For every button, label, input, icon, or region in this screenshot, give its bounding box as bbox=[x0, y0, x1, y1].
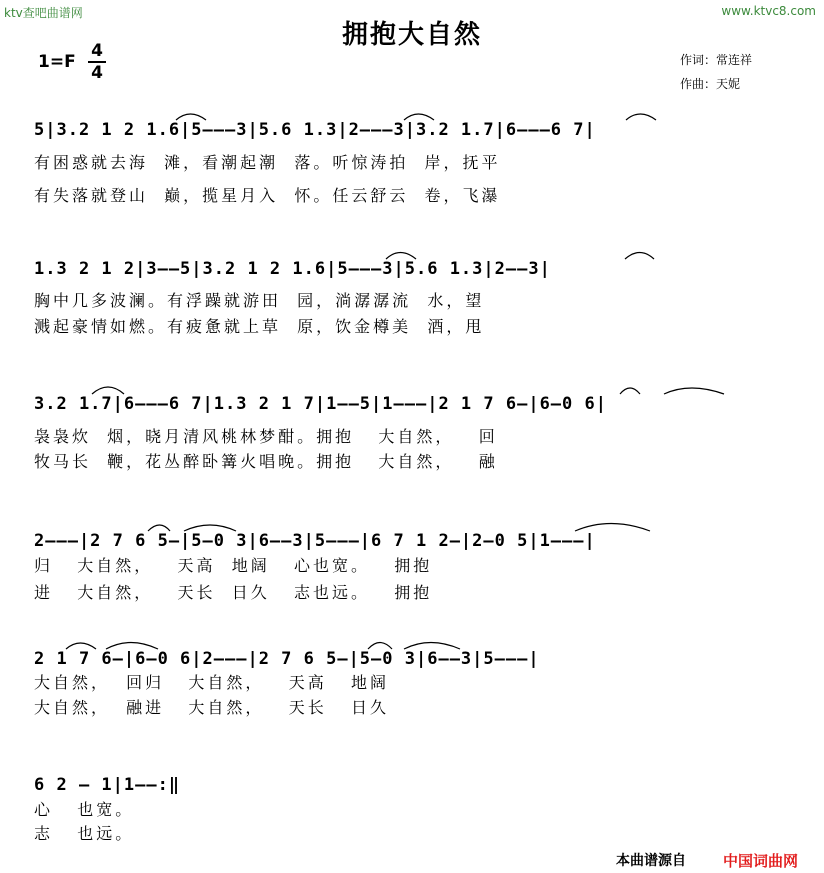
lyric-line-4-verse-1: 归 大自然， 天高 地阔 心也宽。 拥抱 bbox=[34, 556, 433, 575]
lyric-line-5-verse-2: 大自然， 融进 大自然， 天长 日久 bbox=[34, 698, 389, 717]
lyric-line-2-verse-1: 胸中几多波澜。有浮躁就游田 园，淌潺潺流 水，望 bbox=[34, 291, 485, 310]
slur-mark bbox=[92, 387, 124, 394]
lyric-line-1-verse-2: 有失落就登山 巅，揽星月入 怀。任云舒云 卷，飞瀑 bbox=[34, 186, 501, 205]
slur-mark bbox=[626, 114, 656, 120]
notation-line-3: 3.2 1.7|6———6 7|1.3 2 1 7|1——5|1———|2 1 7 6—|6—0 6| bbox=[34, 394, 607, 414]
lyric-line-5-verse-1: 大自然， 回归 大自然， 天高 地阔 bbox=[34, 673, 389, 692]
slur-mark bbox=[620, 388, 640, 394]
notation-line-2: 1.3 2 1 2|3——5|3.2 1 2 1.6|5———3|5.6 1.3|2——3| bbox=[34, 259, 551, 279]
lyric-line-6-verse-1: 心 也宽。 bbox=[34, 800, 135, 819]
time-signature-bottom: 4 bbox=[91, 63, 103, 83]
notation-line-5: 2 1 7 6—|6—0 6|2———|2 7 6 5—|5—0 3|6——3|5———| bbox=[34, 649, 540, 669]
lyricist: 作词：常连祥 bbox=[680, 53, 753, 67]
lyric-line-1-verse-1: 有困惑就去海 滩，看潮起潮 落。听惊涛拍 岸，抚平 bbox=[34, 153, 501, 172]
footer-site-link[interactable]: 中国词曲网 bbox=[723, 852, 799, 870]
time-signature-top: 4 bbox=[91, 41, 103, 61]
slur-mark bbox=[575, 524, 650, 532]
notation-line-6: 6 2 — 1|1——:‖ bbox=[34, 775, 181, 795]
lyric-line-2-verse-2: 溅起豪情如燃。有疲惫就上草 原，饮金樽美 酒，甩 bbox=[34, 317, 485, 336]
slur-mark bbox=[625, 253, 654, 260]
notation-line-4: 2———|2 7 6 5—|5—0 3|6——3|5———|6 7 1 2—|2—0 5|1———| bbox=[34, 531, 596, 551]
watermark-right: www.ktvc8.com bbox=[721, 4, 816, 18]
time-signature bbox=[88, 42, 106, 82]
composer: 作曲：天妮 bbox=[680, 77, 741, 91]
lyric-line-4-verse-2: 进 大自然， 天长 日久 志也远。 拥抱 bbox=[34, 583, 433, 602]
lyric-line-3-verse-1: 袅袅炊 烟，晓月清风桃林梦酣。拥抱 大自然， 回 bbox=[34, 427, 498, 446]
footer-source: 本曲谱源自 bbox=[616, 853, 686, 869]
credits bbox=[680, 48, 752, 96]
slur-mark bbox=[664, 388, 724, 394]
notation-line-1: 5|3.2 1 2 1.6|5———3|5.6 1.3|2———3|3.2 1.7|6———6 7| bbox=[34, 120, 596, 140]
lyric-line-6-verse-2: 志 也远。 bbox=[34, 824, 135, 843]
watermark-left: ktv查吧曲谱网 bbox=[4, 6, 83, 20]
song-title: 拥抱大自然 bbox=[341, 20, 482, 50]
lyric-line-3-verse-2: 牧马长 鞭，花丛醉卧篝火唱晚。拥抱 大自然， 融 bbox=[34, 452, 498, 471]
key-signature: 1=F bbox=[38, 52, 76, 72]
